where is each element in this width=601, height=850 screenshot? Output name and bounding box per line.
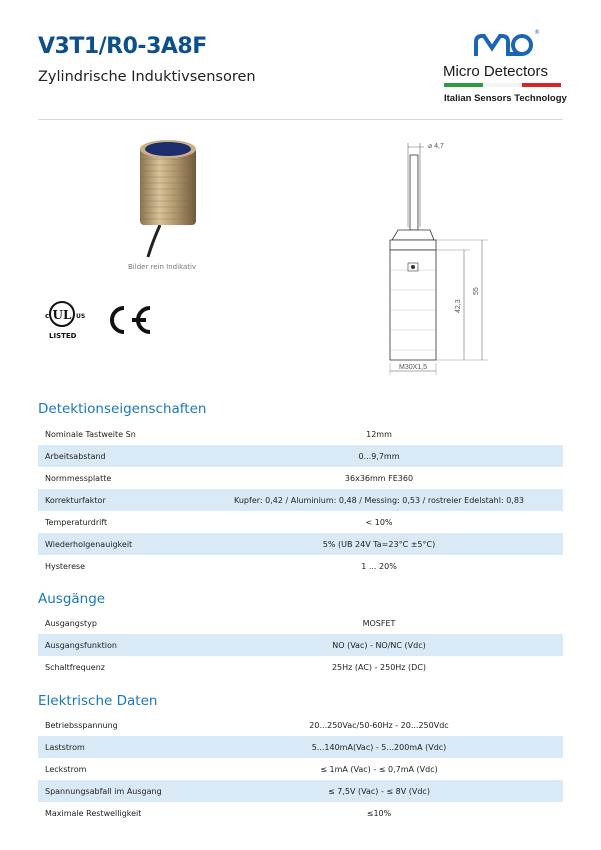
row-value: 36x36mm FE360 bbox=[344, 473, 414, 483]
row-value: 1 ... 20% bbox=[361, 561, 397, 571]
table-row bbox=[38, 736, 563, 758]
row-value: Kupfer: 0,42 / Aluminium: 0,48 / Messing: 0,53 / rostreier Edelstahl: 0,83 bbox=[195, 489, 563, 511]
row-value: ≤ 1mA (Vac) - ≤ 0,7mA (Vdc) bbox=[320, 764, 438, 774]
row-label: Hysterese bbox=[45, 561, 86, 571]
svg-text:US: US bbox=[76, 313, 86, 320]
table-row bbox=[38, 467, 563, 489]
row-label: Ausgangstyp bbox=[45, 618, 97, 628]
row-value: < 10% bbox=[365, 517, 393, 527]
row-label: Leckstrom bbox=[45, 764, 87, 774]
row-label: Arbeitsabstand bbox=[38, 445, 195, 467]
table-row bbox=[38, 489, 563, 511]
table-row bbox=[38, 533, 563, 555]
table-row bbox=[38, 445, 563, 467]
table-row bbox=[38, 423, 563, 445]
row-label: Temperaturdrift bbox=[45, 517, 108, 527]
table-row bbox=[38, 511, 563, 533]
row-value: 12mm bbox=[366, 429, 392, 439]
dimension-drawing bbox=[370, 135, 500, 380]
table-row bbox=[38, 780, 563, 802]
row-value: 20...250Vac/50-60Hz - 20...250Vdc bbox=[309, 720, 449, 730]
electrical-table bbox=[38, 714, 563, 824]
section-title-outputs: Ausgänge bbox=[38, 591, 106, 607]
row-label: Korrekturfaktor bbox=[38, 489, 195, 511]
svg-text:42,3: 42,3 bbox=[455, 299, 462, 313]
row-label: Normmessplatte bbox=[45, 473, 112, 483]
page-title: V3T1/R0-3A8F bbox=[38, 34, 207, 59]
section-title-detection: Detektionseigenschaften bbox=[38, 401, 207, 417]
page-subtitle: Zylindrische Induktivsensoren bbox=[38, 69, 256, 85]
image-caption: Bilder rein Indikativ bbox=[128, 263, 197, 271]
table-row bbox=[38, 802, 563, 824]
detection-table bbox=[38, 423, 563, 577]
svg-text:®: ® bbox=[534, 29, 540, 36]
product-photo bbox=[130, 135, 210, 260]
row-value: 0...9,7mm bbox=[195, 445, 563, 467]
row-label: Nominale Tastweite Sn bbox=[45, 429, 136, 439]
svg-text:UL: UL bbox=[52, 308, 72, 322]
row-label: Schaltfrequenz bbox=[45, 662, 105, 672]
svg-text:LISTED: LISTED bbox=[49, 332, 77, 340]
row-label: Laststrom bbox=[38, 736, 195, 758]
svg-text:⌀ 4,7: ⌀ 4,7 bbox=[428, 143, 444, 150]
svg-text:M30X1,5: M30X1,5 bbox=[399, 364, 428, 371]
header-divider bbox=[38, 119, 563, 120]
row-label: Maximale Restwelligkeit bbox=[45, 808, 142, 818]
outputs-table bbox=[38, 612, 563, 678]
svg-text:c: c bbox=[45, 312, 50, 320]
logo-flag-bar bbox=[444, 83, 561, 87]
table-row bbox=[38, 714, 563, 736]
section-title-electrical: Elektrische Daten bbox=[38, 693, 158, 709]
logo-tagline: Italian Sensors Technology bbox=[444, 93, 567, 104]
logo-name: Micro Detectors bbox=[443, 63, 549, 80]
table-row bbox=[38, 555, 563, 577]
row-value: MOSFET bbox=[362, 618, 396, 628]
row-label: Wiederholgenauigkeit bbox=[38, 533, 195, 555]
svg-text:55: 55 bbox=[473, 287, 480, 295]
row-value: ≤10% bbox=[366, 808, 392, 818]
row-value: 25Hz (AC) - 250Hz (DC) bbox=[331, 662, 427, 672]
table-row bbox=[38, 634, 563, 656]
table-row bbox=[38, 612, 563, 634]
row-label: Betriebsspannung bbox=[45, 720, 118, 730]
row-value: NO (Vac) - NO/NC (Vdc) bbox=[195, 634, 563, 656]
table-row bbox=[38, 758, 563, 780]
row-value: 5...140mA(Vac) - 5...200mA (Vdc) bbox=[195, 736, 563, 758]
row-label: Ausgangsfunktion bbox=[38, 634, 195, 656]
certification-logos bbox=[40, 296, 160, 346]
row-value: 5% (UB 24V Ta=23°C ±5°C) bbox=[195, 533, 563, 555]
row-label: Spannungsabfall im Ausgang bbox=[38, 780, 195, 802]
row-value: ≤ 7,5V (Vac) - ≤ 8V (Vdc) bbox=[195, 780, 563, 802]
table-row bbox=[38, 656, 563, 678]
